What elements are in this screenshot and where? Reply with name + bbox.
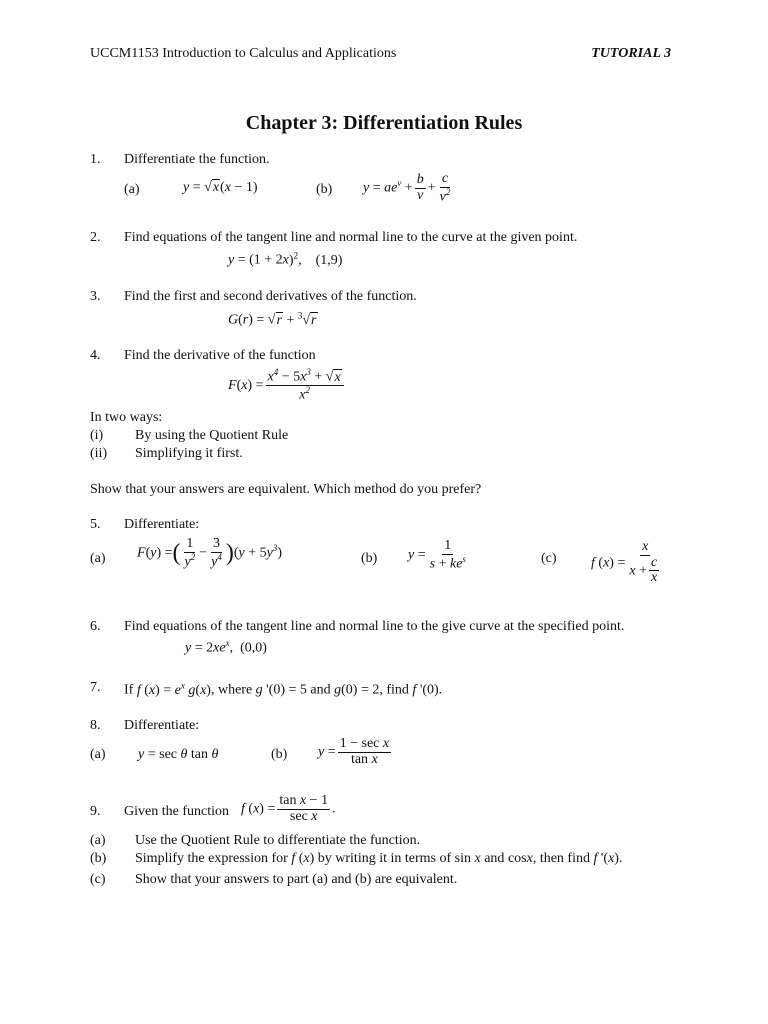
q8a-label: (a) [90,747,106,762]
q5-number: 5. [90,517,101,532]
q5a-formula: F(y) =( $\frac{1}{y^2}$ − $\frac{3}{y^4}$ )$(y + 5y^3)$ [137,536,283,570]
q9-text: Given the function [124,804,229,819]
course-title: UCCM1153 Introduction to Calculus and Applications [90,46,397,61]
q4-text: Find the derivative of the function [124,348,316,363]
q5c-label: (c) [541,551,557,566]
q9b-label: (b) [90,851,107,866]
q9a-label: (a) [90,833,106,848]
q9a-text: Use the Quotient Rule to differentiate the function. [135,833,421,848]
q2-formula: $y = (1 + 2x)^2$, (1,9) [228,250,343,268]
q1-number: 1. [90,152,101,167]
q2-text: Find equations of the tangent line and normal line to the curve at the given point. [124,230,578,245]
page-title: Chapter 3: Differentiation Rules [245,112,523,134]
q9c-text: Show that your answers to part (a) and (b) are equivalent. [135,872,458,887]
q9-number: 9. [90,804,101,819]
q4-ways: In two ways: [90,410,163,425]
q4-ii-text: Simplifying it first. [135,446,243,461]
q1a-formula: y = √x(x − 1) [183,180,258,195]
q3-number: 3. [90,289,101,304]
q3-text: Find the first and second derivatives of the function. [124,289,417,304]
tutorial-label: TUTORIAL 3 [591,46,671,61]
q4-i-label: (i) [90,428,104,443]
q1b-label: (b) [316,182,333,197]
q5c-formula: f (x) = x x + $\frac{c}{x}$ [591,539,658,586]
q8a-formula: y = sec θ tan θ [138,747,219,762]
q5-text: Differentiate: [124,517,200,532]
q1-text: Differentiate the function. [124,152,270,167]
q7-line: If f $(x) = e^x$ g(x), where g '(0) = 5 and g(0) = 2, find f '(0). [124,680,443,698]
q5a-label: (a) [90,551,106,566]
q8b-label: (b) [271,747,288,762]
q4-i-text: By using the Quotient Rule [135,428,289,443]
q4-formula: F(x) = $\frac{x^4 - 5x^3 + √x}{x^2}$ [228,368,346,404]
q8-number: 8. [90,718,101,733]
q9-formula: f (x) = $\frac{\text{tan x − 1}}{\text{sec x}}$ . [241,793,336,824]
q7-number: 7. [90,680,101,695]
q4-ii-label: (ii) [90,446,108,461]
q6-formula: $y = 2xe^x$, (0,0) [185,638,267,656]
q9c-label: (c) [90,872,106,887]
q9b-text: Simplify the expression for f (x) by writing it in terms of sin x and cosx, then find f '(x). [135,851,623,866]
q5b-formula: y = $\frac{1}{s + ke^s}$ [408,538,466,572]
q6-text: Find equations of the tangent line and normal line to the give curve at the specified point. [124,619,625,634]
q4-show: Show that your answers are equivalent. Which method do you prefer? [90,482,482,497]
q5b-label: (b) [361,551,378,566]
q4-number: 4. [90,348,101,363]
q2-number: 2. [90,230,101,245]
q1a-label: (a) [124,182,140,197]
q3-formula: G(r) = √r + $^3$√r [228,310,317,328]
q1b-formula: $y = ae^v$ + $\frac{b}{v}$ + $\frac{c}{v^2}$ [363,171,451,205]
q8-text: Differentiate: [124,718,200,733]
q6-number: 6. [90,619,101,634]
q8b-formula: y = $\frac{\text{1 − sec x}}{\text{tan x}}$ [318,736,390,767]
